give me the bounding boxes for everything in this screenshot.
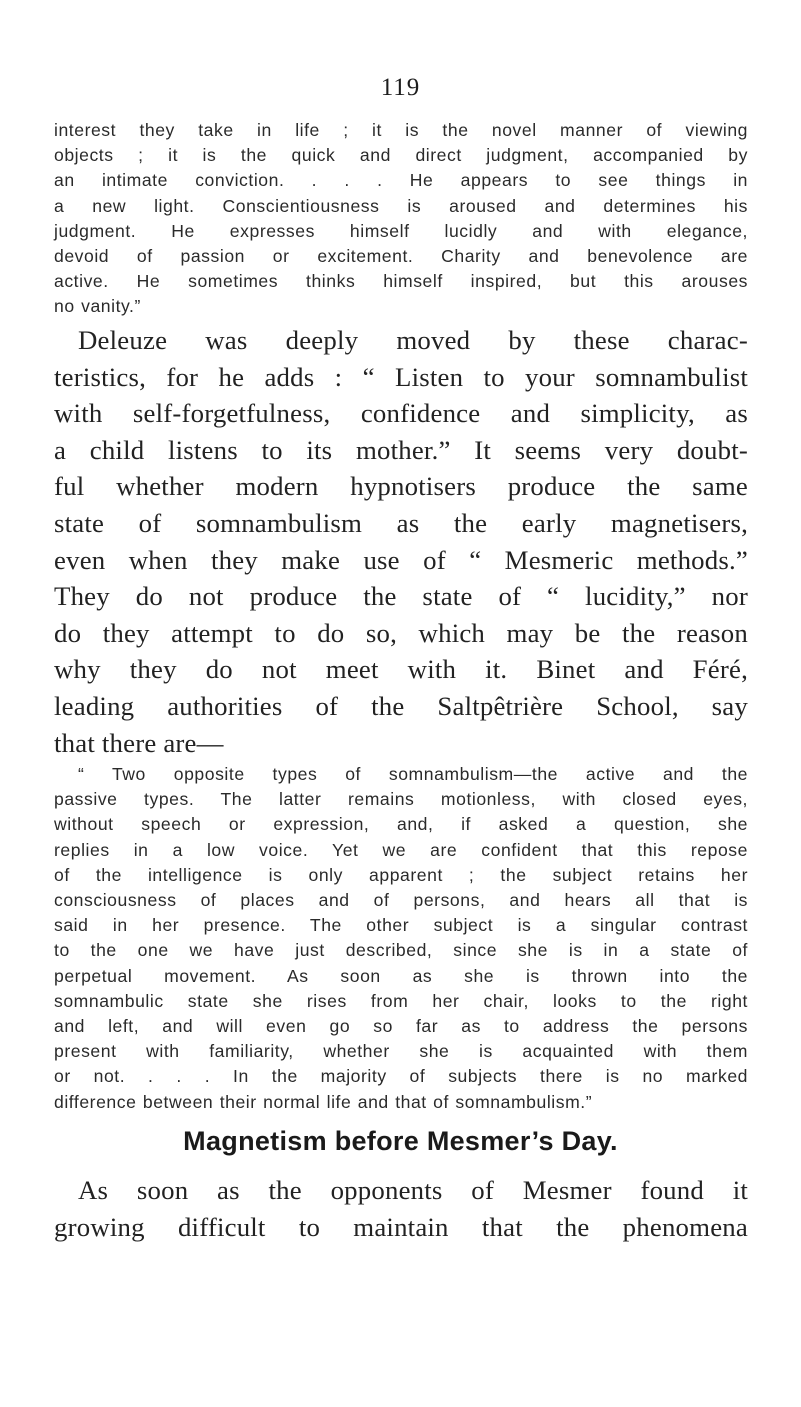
text-line: a new light. Conscientiousness is aroused and determines his bbox=[54, 195, 748, 216]
text-line: teristics, for he adds : “ Listen to your somnambulist bbox=[54, 361, 748, 392]
text-line: growing difficult to maintain that the phenomena bbox=[54, 1211, 748, 1242]
text-line: “ Two opposite types of somnambulism—the active and the bbox=[78, 764, 748, 784]
text-line: difference between their normal life and that of somnambulism.” bbox=[54, 1091, 593, 1112]
text-line: to the one we have just described, since she is in a state of bbox=[54, 940, 748, 961]
text-line: perpetual movement. As soon as she is thrown into the bbox=[54, 965, 748, 986]
text-line: leading authorities of the Saltpêtrière School, say bbox=[54, 690, 748, 721]
text-line: replies in a low voice. Yet we are confident that this repose bbox=[54, 839, 748, 860]
text-line: present with familiarity, whether she is acquainted with them bbox=[54, 1041, 748, 1062]
text-line: objects ; it is the quick and direct judgment, accompanied by bbox=[54, 145, 748, 166]
text-line: ful whether modern hypnotisers produce the same bbox=[54, 471, 748, 502]
page-number: 119 bbox=[380, 74, 421, 101]
text-line: that there are— bbox=[54, 727, 224, 758]
body-paragraph bbox=[54, 322, 748, 761]
text-line: devoid of passion or excitement. Charity and benevolence are bbox=[54, 246, 748, 267]
text-line: an intimate conviction. . . . He appears to see things in bbox=[54, 170, 748, 191]
text-line: They do not produce the state of “ lucidity,” nor bbox=[54, 581, 748, 612]
text-line: do they attempt to do so, which may be the reason bbox=[54, 617, 748, 648]
text-line: said in her presence. The other subject is a singular contrast bbox=[54, 915, 748, 936]
text-line: somnambulic state she rises from her chair, looks to the right bbox=[54, 990, 748, 1011]
quote-paragraph-continued bbox=[54, 118, 748, 320]
text-line: or not. . . . In the majority of subjects there is no marked bbox=[54, 1066, 748, 1087]
text-line: with self-forgetfulness, confidence and simplicity, as bbox=[54, 398, 748, 429]
text-line: no vanity.” bbox=[54, 296, 141, 317]
text-line: of the intelligence is only apparent ; the subject retains her bbox=[54, 864, 748, 885]
text-line: a child listens to its mother.” It seems very doubt- bbox=[54, 434, 748, 465]
text-line: interest they take in life ; it is the novel manner of viewing bbox=[54, 120, 748, 140]
body-paragraph-final bbox=[54, 1172, 748, 1245]
text-line: As soon as the opponents of Mesmer found it bbox=[78, 1175, 748, 1205]
text-line: why they do not meet with it. Binet and Féré, bbox=[54, 654, 748, 685]
text-line: even when they make use of “ Mesmeric methods.” bbox=[54, 544, 748, 575]
text-line: state of somnambulism as the early magnetisers, bbox=[54, 507, 748, 538]
text-line: and left, and will even go so far as to address the persons bbox=[54, 1016, 748, 1037]
section-heading: Magnetism before Mesmer’s Day. bbox=[183, 1126, 618, 1156]
text-line: passive types. The latter remains motionless, with closed eyes, bbox=[54, 789, 748, 810]
text-line: judgment. He expresses himself lucidly and with elegance, bbox=[54, 220, 748, 241]
quote-paragraph bbox=[54, 762, 748, 1115]
text-line: Deleuze was deeply moved by these charac- bbox=[78, 325, 748, 355]
text-line: without speech or expression, and, if asked a question, she bbox=[54, 814, 748, 835]
text-line: active. He sometimes thinks himself inspired, but this arouses bbox=[54, 271, 748, 292]
text-line: consciousness of places and of persons, and hears all that is bbox=[54, 890, 748, 911]
